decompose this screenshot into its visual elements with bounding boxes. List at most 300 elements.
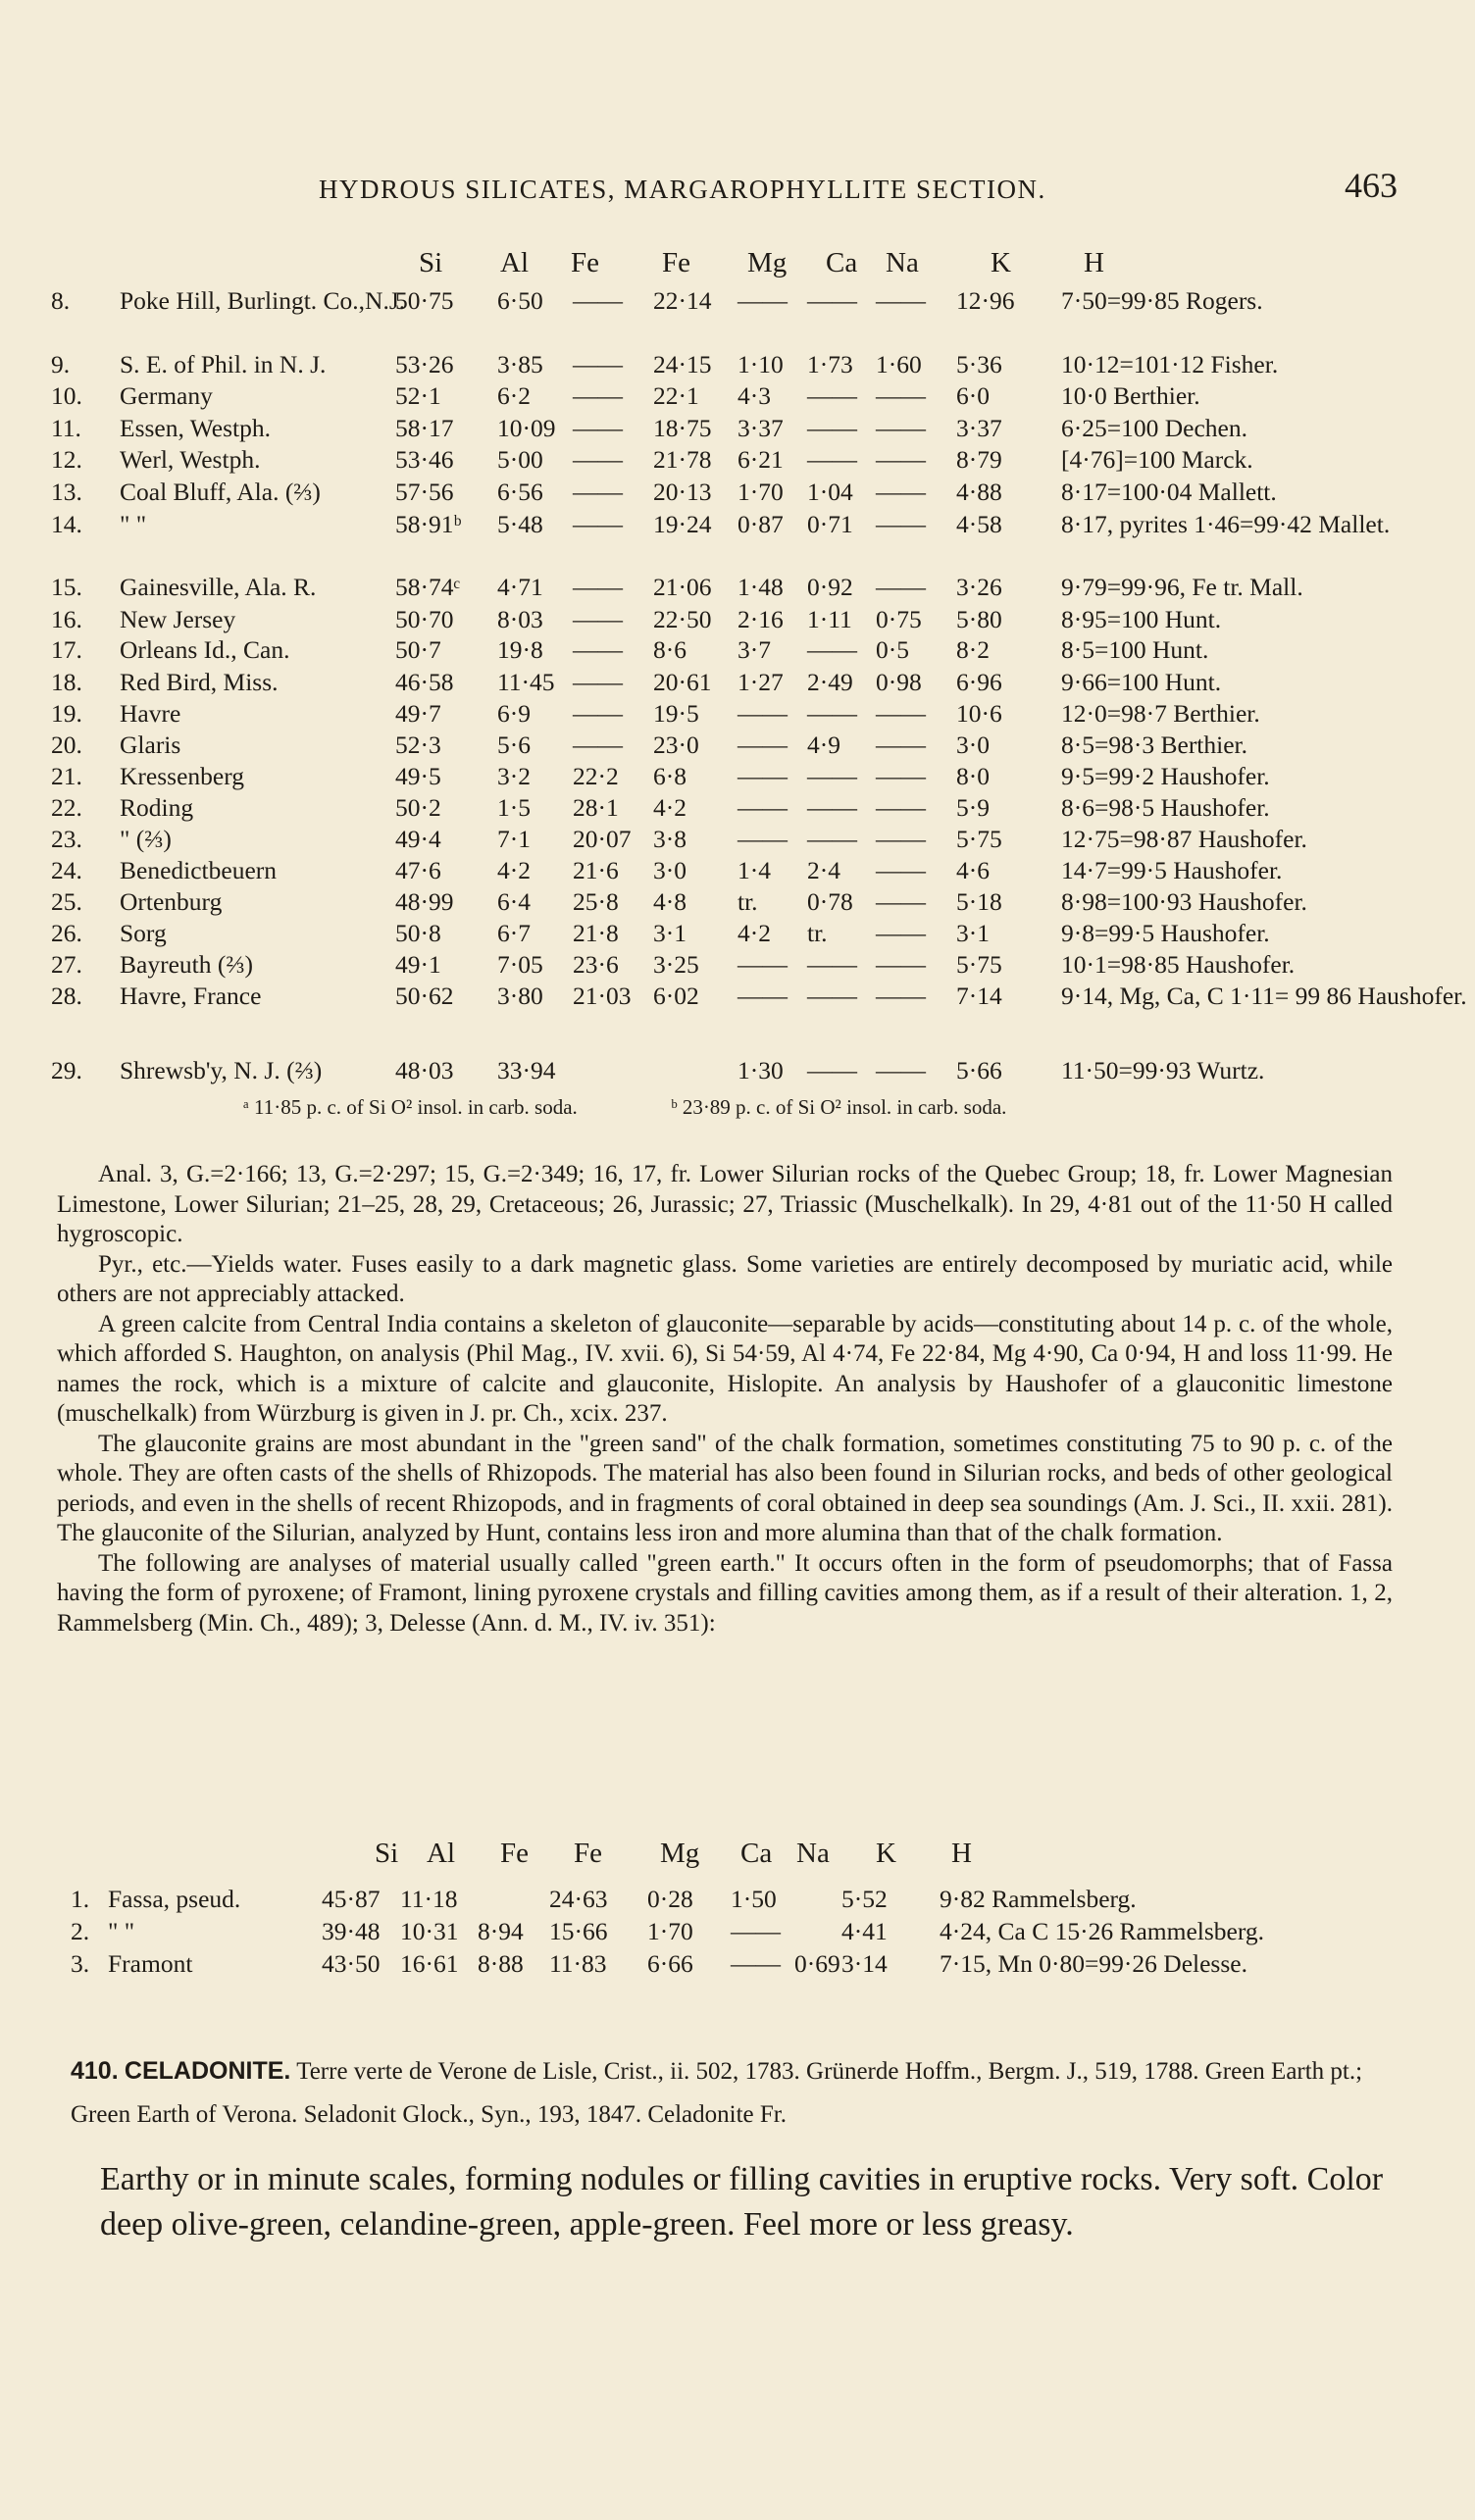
- value-cell: 5·36: [956, 350, 1002, 378]
- value-cell: 5·00: [497, 445, 543, 474]
- value-cell: 20·13: [653, 478, 712, 506]
- value-cell: 3·80: [497, 982, 543, 1010]
- value-cell: 21·06: [653, 573, 712, 601]
- value-cell: 1·30: [738, 1056, 784, 1084]
- value-cell: 23·0: [653, 731, 699, 759]
- value-cell: ——: [876, 887, 926, 916]
- value-cell: 6·25=100 Dechen.: [1061, 414, 1247, 442]
- value-cell: 8·79: [956, 445, 1002, 474]
- value-cell: 7·50=99·85 Rogers.: [1061, 286, 1263, 315]
- value-cell: 3·2: [497, 762, 531, 790]
- entry-name: CELADONITE.: [124, 2057, 291, 2085]
- value-cell: 49·4: [395, 825, 441, 853]
- locality: Gainesville, Ala. R.: [120, 573, 317, 601]
- value-cell: ——: [807, 699, 857, 728]
- value-cell: ——: [738, 699, 788, 728]
- value-cell: ——: [573, 668, 623, 696]
- value-cell: 11·83: [549, 1949, 607, 1978]
- value-cell: 4·6: [956, 856, 990, 884]
- value-cell: 8·5=100 Hunt.: [1061, 635, 1209, 664]
- value-cell: tr.: [807, 919, 828, 947]
- value-cell: 5·75: [956, 950, 1002, 979]
- value-cell: 4·9: [807, 731, 840, 759]
- locality: Benedictbeuern: [120, 856, 278, 884]
- value-cell: 19·8: [497, 635, 543, 664]
- value-cell: 20·61: [653, 668, 712, 696]
- value-cell: ——: [738, 286, 788, 315]
- value-cell: 11·18: [400, 1885, 458, 1913]
- value-cell: 7·1: [497, 825, 531, 853]
- species-description: Earthy or in minute scales, forming nodules or filling cavities in eruptive rocks. Very soft. Color deep olive-green, celandine-green, apple-green. Feel more or less greasy.: [100, 2161, 1384, 2243]
- value-cell: 3·26: [956, 573, 1002, 601]
- entry-synonymy: Terre verte de Verone de Lisle, Crist., ii. 502, 1783. Grünerde Hoffm., Bergm. J., 519, 1788. Green Earth pt.; Green Earth of Verona. Seladonit Glock., Syn., 193, 1847. Celadonite Fr.: [71, 2058, 1363, 2128]
- value-cell: ——: [876, 762, 926, 790]
- value-cell: 43·50: [322, 1949, 381, 1978]
- value-cell: 1·70: [738, 478, 784, 506]
- value-cell: 4·3: [738, 381, 771, 410]
- value-cell: 3·85: [497, 350, 543, 378]
- value-cell: ——: [573, 381, 623, 410]
- value-cell: 6·0: [956, 381, 990, 410]
- row-number: 24.: [51, 856, 82, 884]
- value-cell: 5·52: [841, 1885, 888, 1913]
- locality: Havre, France: [120, 982, 262, 1010]
- value-cell: 50·8: [395, 919, 441, 947]
- value-cell: ——: [876, 445, 926, 474]
- value-cell: 4·41: [841, 1917, 888, 1945]
- value-cell: 6·9: [497, 699, 531, 728]
- value-cell: 8·95=100 Hunt.: [1061, 605, 1222, 633]
- locality: Shrewsb'y, N. J. (⅔): [120, 1056, 323, 1084]
- value-cell: 3·0: [653, 856, 687, 884]
- row-number: 17.: [51, 635, 82, 664]
- value-cell: 1·60: [876, 350, 922, 378]
- value-cell: 4·24, Ca C 15·26 Rammelsberg.: [940, 1917, 1264, 1945]
- body-text: [57, 1160, 1393, 1638]
- value-cell: ——: [573, 510, 623, 538]
- value-cell: ——: [807, 762, 857, 790]
- value-cell: 4·71: [497, 573, 543, 601]
- value-cell: 3·0: [956, 731, 990, 759]
- value-cell: 6·02: [653, 982, 699, 1010]
- value-cell: 25·8: [573, 887, 619, 916]
- value-cell: 22·2: [573, 762, 619, 790]
- value-cell: 8·5=98·3 Berthier.: [1061, 731, 1248, 759]
- value-cell: 21·6: [573, 856, 619, 884]
- value-cell: 10·31: [400, 1917, 459, 1945]
- locality: New Jersey: [120, 605, 236, 633]
- value-cell: ——: [738, 982, 788, 1010]
- value-cell: ——: [738, 950, 788, 979]
- value-cell: 2·16: [738, 605, 784, 633]
- row-number: 9.: [51, 350, 71, 378]
- value-cell: 22·14: [653, 286, 712, 315]
- value-cell: 3·8: [653, 825, 687, 853]
- column-header: K: [991, 247, 1011, 278]
- value-cell: 23·6: [573, 950, 619, 979]
- value-cell: ——: [573, 445, 623, 474]
- value-cell: 33·94: [497, 1056, 556, 1084]
- value-cell: ——: [573, 699, 623, 728]
- row-number: 16.: [51, 605, 82, 633]
- value-cell: ——: [876, 856, 926, 884]
- value-cell: 8·2: [956, 635, 990, 664]
- column-header: Fe: [574, 1838, 602, 1869]
- value-cell: 9·66=100 Hunt.: [1061, 668, 1222, 696]
- value-cell: 9·79=99·96, Fe tr. Mall.: [1061, 573, 1303, 601]
- row-number: 26.: [51, 919, 82, 947]
- locality: Ortenburg: [120, 887, 223, 916]
- value-cell: 47·6: [395, 856, 441, 884]
- locality: Essen, Westph.: [120, 414, 272, 442]
- value-cell: ——: [876, 286, 926, 315]
- value-cell: [4·76]=100 Marck.: [1061, 445, 1253, 474]
- row-number: 25.: [51, 887, 82, 916]
- value-cell: 11·45: [497, 668, 555, 696]
- column-header: Mg: [747, 247, 788, 278]
- value-cell: 22·50: [653, 605, 712, 633]
- value-cell: 7·05: [497, 950, 543, 979]
- value-cell: 50·70: [395, 605, 454, 633]
- column-header: Al: [500, 247, 529, 278]
- value-cell: 8·98=100·93 Haushofer.: [1061, 887, 1307, 916]
- value-cell: 19·5: [653, 699, 699, 728]
- value-cell: 6·2: [497, 381, 531, 410]
- value-cell: 3·14: [841, 1949, 888, 1978]
- column-header: Ca: [826, 247, 858, 278]
- row-number: 8.: [51, 286, 71, 315]
- paragraph-analyses-note: Anal. 3, G.=2·166; 13, G.=2·297; 15, G.=2·349; 16, 17, fr. Lower Silurian rocks of the Quebec Group; 18, fr. Lower Magnesian Limestone, Lower Silurian; 21–25, 28, 29, Cretaceous; 26, Jurassic; 27, Triassic (Muschelkalk). In 29, 4·81 out of the 11·50 H called hygroscopic.: [57, 1161, 1393, 1247]
- value-cell: ——: [738, 731, 788, 759]
- value-cell: ——: [876, 414, 926, 442]
- value-cell: 12·75=98·87 Haushofer.: [1061, 825, 1307, 853]
- value-cell: 22·1: [653, 381, 699, 410]
- value-cell: ——: [807, 414, 857, 442]
- locality: Framont: [108, 1949, 193, 1978]
- value-cell: 3·1: [956, 919, 990, 947]
- value-cell: 6·56: [497, 478, 543, 506]
- value-cell: 4·2: [738, 919, 771, 947]
- value-cell: 24·15: [653, 350, 712, 378]
- value-cell: 3·7: [738, 635, 771, 664]
- value-cell: 9·14, Mg, Ca, C 1·11= 99 86 Haushofer.: [1061, 982, 1467, 1010]
- value-cell: 8·94: [478, 1917, 524, 1945]
- value-cell: 12·96: [956, 286, 1015, 315]
- running-title: HYDROUS SILICATES, MARGAROPHYLLITE SECTION.: [319, 175, 1046, 204]
- value-cell: 49·1: [395, 950, 441, 979]
- value-cell: ——: [807, 635, 857, 664]
- value-cell: ——: [573, 635, 623, 664]
- value-cell: 3·37: [956, 414, 1002, 442]
- value-cell: ——: [573, 350, 623, 378]
- value-cell: 1·5: [497, 793, 531, 822]
- value-cell: ——: [573, 573, 623, 601]
- value-cell: 46·58: [395, 668, 454, 696]
- value-cell: 16·61: [400, 1949, 459, 1978]
- value-cell: 10·12=101·12 Fisher.: [1061, 350, 1279, 378]
- value-cell: ——: [876, 573, 926, 601]
- value-cell: 9·82 Rammelsberg.: [940, 1885, 1137, 1913]
- locality: S. E. of Phil. in N. J.: [120, 350, 327, 378]
- value-cell: ——: [573, 414, 623, 442]
- row-number: 27.: [51, 950, 82, 979]
- value-cell: 8·6=98·5 Haushofer.: [1061, 793, 1270, 822]
- value-cell: 6·21: [738, 445, 784, 474]
- value-cell: 5·6: [497, 731, 531, 759]
- value-cell: 2·49: [807, 668, 853, 696]
- row-number: 20.: [51, 731, 82, 759]
- column-header: Fe: [571, 247, 599, 278]
- locality: " (⅔): [120, 825, 172, 853]
- value-cell: 1·4: [738, 856, 771, 884]
- value-cell: 3·25: [653, 950, 699, 979]
- value-cell: 9·8=99·5 Haushofer.: [1061, 919, 1270, 947]
- value-cell: 3·1: [653, 919, 687, 947]
- column-header: Fe: [662, 247, 690, 278]
- value-cell: 3·37: [738, 414, 784, 442]
- value-cell: 1·04: [807, 478, 853, 506]
- value-cell: 9·5=99·2 Haushofer.: [1061, 762, 1270, 790]
- value-cell: ——: [731, 1917, 781, 1945]
- value-cell: 52·1: [395, 381, 441, 410]
- value-cell: 6·4: [497, 887, 531, 916]
- value-cell: 24·63: [549, 1885, 608, 1913]
- value-cell: 7·15, Mn 0·80=99·26 Delesse.: [940, 1949, 1247, 1978]
- value-cell: ——: [573, 286, 623, 315]
- value-cell: 4·58: [956, 510, 1002, 538]
- column-header: Si: [375, 1838, 399, 1869]
- value-cell: 0·5: [876, 635, 909, 664]
- paragraph-green-sand: The glauconite grains are most abundant in the "green sand" of the chalk formation, sometimes constituting 75 to 90 p. c. of the whole. They are often casts of the shells of Rhizopods. The material has also been found in Silurian rocks, and beds of other geological periods, and even in the shells of recent Rhizopods, and in fragments of coral obtained in deep sea soundings (Am. J. Sci., II. xxii. 281). The glauconite of the Silurian, analyzed by Hunt, contains less iron and more alumina than that of the chalk formation.: [57, 1430, 1393, 1546]
- value-cell: tr.: [738, 887, 758, 916]
- locality: Fassa, pseud.: [108, 1885, 241, 1913]
- value-cell: 50·7: [395, 635, 441, 664]
- value-cell: 10·6: [956, 699, 1002, 728]
- value-cell: 4·88: [956, 478, 1002, 506]
- value-cell: 50·2: [395, 793, 441, 822]
- value-cell: 0·92: [807, 573, 853, 601]
- value-cell: 1·73: [807, 350, 853, 378]
- value-cell: 0·87: [738, 510, 784, 538]
- value-cell: ——: [876, 950, 926, 979]
- value-cell: ——: [738, 762, 788, 790]
- locality: Werl, Westph.: [120, 445, 261, 474]
- locality: Havre: [120, 699, 181, 728]
- value-cell: 8·17=100·04 Mallett.: [1061, 478, 1277, 506]
- table-footnotes: [243, 1095, 1094, 1120]
- value-cell: ——: [876, 510, 926, 538]
- value-cell: 1·48: [738, 573, 784, 601]
- value-cell: 8·6: [653, 635, 687, 664]
- row-number: 12.: [51, 445, 82, 474]
- value-cell: ——: [807, 825, 857, 853]
- value-cell: 0·75: [876, 605, 922, 633]
- column-header: H: [951, 1838, 972, 1869]
- value-cell: 1·70: [647, 1917, 693, 1945]
- locality: Bayreuth (⅔): [120, 950, 253, 979]
- value-cell: 52·3: [395, 731, 441, 759]
- value-cell: 39·48: [322, 1917, 381, 1945]
- row-number: 11.: [51, 414, 81, 442]
- column-header: Fe: [500, 1838, 529, 1869]
- column-header: Na: [796, 1838, 830, 1869]
- column-header: K: [876, 1838, 896, 1869]
- paragraph-pyrognostics: Pyr., etc.—Yields water. Fuses easily to a dark magnetic glass. Some varieties are entirely decomposed by muriatic acid, while others are not appreciably attacked.: [57, 1250, 1393, 1307]
- value-cell: 57·56: [395, 478, 454, 506]
- value-cell: 14·7=99·5 Haushofer.: [1061, 856, 1283, 884]
- row-number: 3.: [71, 1949, 90, 1978]
- paragraph-hislopite: A green calcite from Central India contains a skeleton of glauconite—separable by acids—constituting about 14 p. c. of the whole, which afforded S. Haughton, on analysis (Phil Mag., IV. xvii. 6), Si 54·59, Al 4·74, Fe 22·84, Mg 4·90, Ca 0·94, H and loss 11·99. He names the rock, which is a mixture of calcite and glauconite, Hislopite. An analysis by Haushofer of a glauconitic limestone (muschelkalk) from Würzburg is given in J. pr. Ch., xcix. 237.: [57, 1310, 1393, 1427]
- locality: Poke Hill, Burlingt. Co.,N.J.: [120, 286, 406, 315]
- value-cell: ——: [807, 950, 857, 979]
- value-cell: ——: [573, 478, 623, 506]
- column-header: Si: [419, 247, 443, 278]
- value-cell: ——: [876, 699, 926, 728]
- value-cell: ——: [807, 1056, 857, 1084]
- value-cell: 0·71: [807, 510, 853, 538]
- value-cell: 50·62: [395, 982, 454, 1010]
- value-cell: ——: [876, 793, 926, 822]
- value-cell: 7·14: [956, 982, 1002, 1010]
- value-cell: 15·66: [549, 1917, 608, 1945]
- value-cell: 18·75: [653, 414, 712, 442]
- value-cell: 4·8: [653, 887, 687, 916]
- value-cell: 8·17, pyrites 1·46=99·42 Mallet.: [1061, 510, 1391, 538]
- column-header: H: [1084, 247, 1104, 278]
- value-cell: 5·80: [956, 605, 1002, 633]
- value-cell: 0·78: [807, 887, 853, 916]
- value-cell: 8·03: [497, 605, 543, 633]
- value-cell: 53·46: [395, 445, 454, 474]
- value-cell: ——: [807, 982, 857, 1010]
- page-number: 463: [1345, 166, 1398, 205]
- value-cell: 21·8: [573, 919, 619, 947]
- value-cell: 6·50: [497, 286, 543, 315]
- row-number: 21.: [51, 762, 82, 790]
- value-cell: 2·4: [807, 856, 840, 884]
- value-cell: 10·0 Berthier.: [1061, 381, 1200, 410]
- value-cell: 5·48: [497, 510, 543, 538]
- value-cell: ——: [738, 793, 788, 822]
- row-number: 18.: [51, 668, 82, 696]
- value-cell: 21·03: [573, 982, 632, 1010]
- value-cell: 4·2: [497, 856, 531, 884]
- value-cell: 19·24: [653, 510, 712, 538]
- value-cell: 4·2: [653, 793, 687, 822]
- row-number: 28.: [51, 982, 82, 1010]
- value-cell: 28·1: [573, 793, 619, 822]
- footnote-b: ᵇ 23·89 p. c. of Si O² insol. in carb. soda.: [671, 1095, 1007, 1119]
- value-cell: ——: [876, 919, 926, 947]
- value-cell: ——: [738, 825, 788, 853]
- running-head: [319, 166, 1398, 205]
- value-cell: 1·10: [738, 350, 784, 378]
- footnote-a: ᵃ 11·85 p. c. of Si O² insol. in carb. soda.: [243, 1095, 578, 1119]
- row-number: 1.: [71, 1885, 90, 1913]
- value-cell: 49·7: [395, 699, 441, 728]
- value-cell: 6·66: [647, 1949, 693, 1978]
- column-header: Al: [427, 1838, 455, 1869]
- value-cell: 58·17: [395, 414, 454, 442]
- value-cell: ——: [876, 381, 926, 410]
- value-cell: 58·74ᶜ: [395, 573, 461, 601]
- value-cell: 21·78: [653, 445, 712, 474]
- value-cell: 10·09: [497, 414, 556, 442]
- row-number: 13.: [51, 478, 82, 506]
- entry-number: 410.: [71, 2057, 119, 2085]
- locality: Sorg: [120, 919, 167, 947]
- value-cell: 11·50=99·93 Wurtz.: [1061, 1056, 1265, 1084]
- locality: Red Bird, Miss.: [120, 668, 279, 696]
- column-header: Ca: [740, 1838, 773, 1869]
- value-cell: 49·5: [395, 762, 441, 790]
- locality: " ": [120, 510, 147, 538]
- paragraph-green-earth: The following are analyses of material usually called "green earth." It occurs often in the form of pseudomorphs; that of Fassa having the form of pyroxene; of Framont, lining pyroxene crystals and filling cavities among them, as if a result of their alteration. 1, 2, Rammelsberg (Min. Ch., 489); 3, Delesse (Ann. d. M., IV. iv. 351):: [57, 1549, 1393, 1637]
- row-number: 15.: [51, 573, 82, 601]
- value-cell: 6·96: [956, 668, 1002, 696]
- row-number: 29.: [51, 1056, 82, 1084]
- value-cell: 0·69: [794, 1949, 840, 1978]
- locality: Glaris: [120, 731, 181, 759]
- value-cell: ——: [573, 605, 623, 633]
- value-cell: ——: [876, 1056, 926, 1084]
- value-cell: ——: [573, 731, 623, 759]
- locality: Germany: [120, 381, 213, 410]
- value-cell: 6·7: [497, 919, 531, 947]
- locality: Orleans Id., Can.: [120, 635, 290, 664]
- value-cell: 20·07: [573, 825, 632, 853]
- value-cell: ——: [876, 982, 926, 1010]
- locality: Kressenberg: [120, 762, 244, 790]
- value-cell: ——: [807, 793, 857, 822]
- value-cell: 5·9: [956, 793, 990, 822]
- value-cell: 53·26: [395, 350, 454, 378]
- value-cell: 1·27: [738, 668, 784, 696]
- column-header: Na: [886, 247, 919, 278]
- row-number: 19.: [51, 699, 82, 728]
- value-cell: 0·28: [647, 1885, 693, 1913]
- value-cell: ——: [876, 478, 926, 506]
- value-cell: 8·88: [478, 1949, 524, 1978]
- value-cell: 48·03: [395, 1056, 454, 1084]
- row-number: 14.: [51, 510, 82, 538]
- locality: Coal Bluff, Ala. (⅔): [120, 478, 321, 506]
- value-cell: 50·75: [395, 286, 454, 315]
- value-cell: 5·75: [956, 825, 1002, 853]
- value-cell: 0·98: [876, 668, 922, 696]
- value-cell: 8·0: [956, 762, 990, 790]
- value-cell: ——: [807, 286, 857, 315]
- value-cell: 12·0=98·7 Berthier.: [1061, 699, 1260, 728]
- value-cell: 48·99: [395, 887, 454, 916]
- value-cell: ——: [807, 381, 857, 410]
- row-number: 23.: [51, 825, 82, 853]
- column-header: Mg: [660, 1838, 700, 1869]
- value-cell: 1·50: [731, 1885, 777, 1913]
- row-number: 2.: [71, 1917, 90, 1945]
- value-cell: ——: [731, 1949, 781, 1978]
- value-cell: 45·87: [322, 1885, 381, 1913]
- locality: " ": [108, 1917, 135, 1945]
- value-cell: ——: [876, 825, 926, 853]
- row-number: 10.: [51, 381, 82, 410]
- value-cell: 10·1=98·85 Haushofer.: [1061, 950, 1296, 979]
- value-cell: 1·11: [807, 605, 852, 633]
- species-entry-celadonite: [71, 2049, 1395, 2137]
- value-cell: ——: [807, 445, 857, 474]
- value-cell: 58·91ᵇ: [395, 510, 462, 538]
- value-cell: ——: [876, 731, 926, 759]
